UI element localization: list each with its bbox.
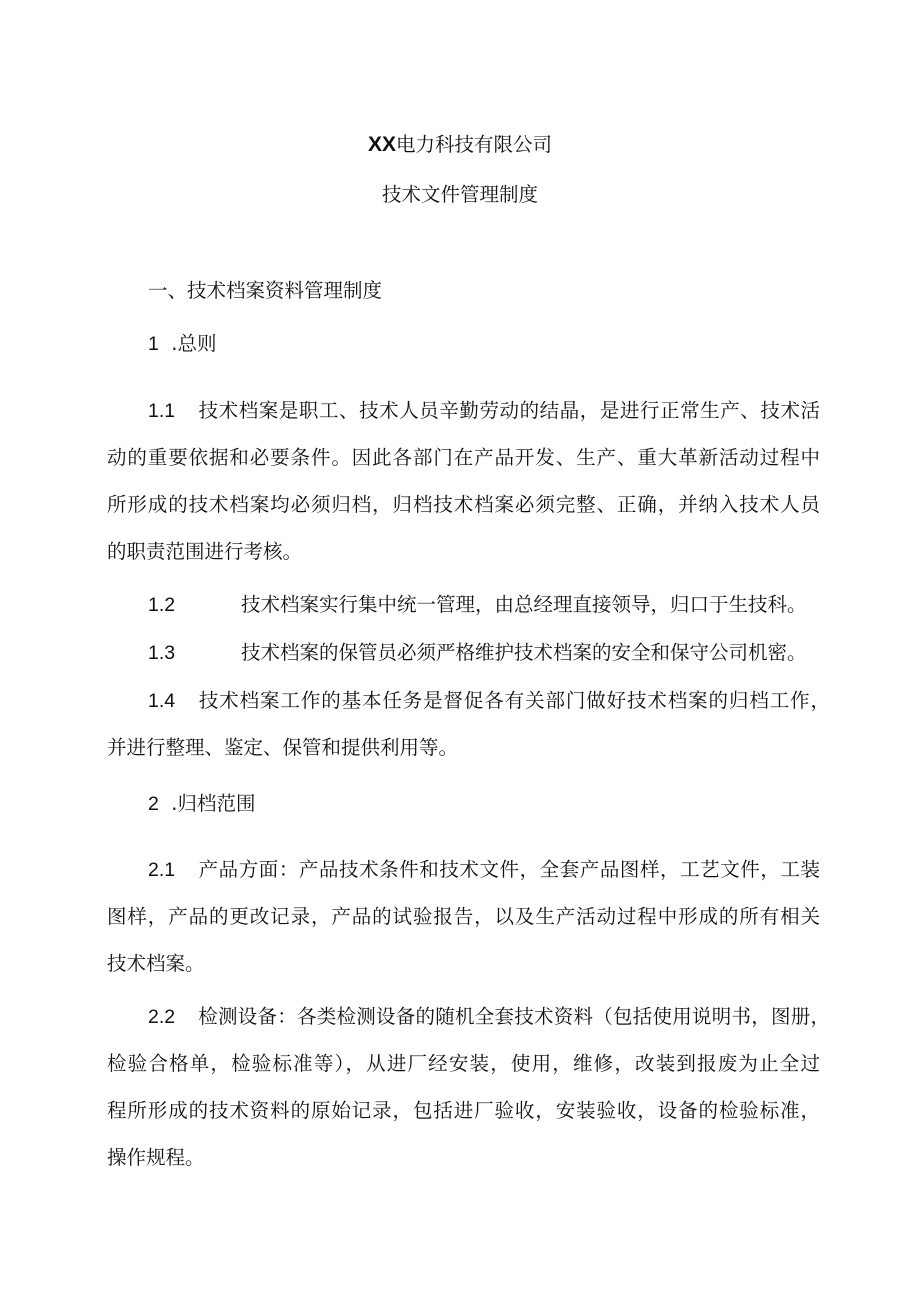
paragraph-1-1-line-2: 动的重要依据和必要条件。因此各部门在产品开发、生产、重大革新活动过程中 <box>107 446 820 469</box>
paragraph-1-1-line-1 <box>148 398 820 424</box>
paragraph-2-2-line-4: 操作规程。 <box>107 1146 205 1169</box>
subsection-number: 1 <box>148 333 159 355</box>
paragraph-2-1-line-3: 技术档案。 <box>107 952 205 975</box>
paragraph-1-1-line-3: 所形成的技术档案均必须归档，归档技术档案必须完整、正确，并纳入技术人员 <box>107 493 820 516</box>
paragraph-1-4-line-2: 并进行整理、鉴定、保管和提供利用等。 <box>107 736 459 759</box>
paragraph-2-2-line-3: 程所形成的技术资料的原始记录，包括进厂验收，安装验收，设备的检验标准， <box>107 1099 820 1122</box>
subsection-title: .总则 <box>171 332 217 355</box>
paragraph-number: 2.1 <box>148 859 176 881</box>
paragraph-1-1-line-4: 的职责范围进行考核。 <box>107 540 303 563</box>
paragraph-number: 1.4 <box>148 690 176 712</box>
subsection-number: 2 <box>148 793 159 815</box>
paragraph-text: 技术档案的保管员必须严格维护技术档案的安全和保守公司机密。 <box>241 641 807 664</box>
paragraph-1-2 <box>148 592 807 618</box>
paragraph-2-2-line-1 <box>148 1004 830 1030</box>
paragraph-2-2-line-2: 检验合格单，检验标准等），从进厂经安装，使用，维修，改装到报废为止全过 <box>107 1052 820 1075</box>
company-name: 电力科技有限公司 <box>396 133 553 156</box>
paragraph-text: 技术档案工作的基本任务是督促各有关部门做好技术档案的归档工作， <box>198 689 830 712</box>
subsection-title: .归档范围 <box>171 792 256 815</box>
section-heading-1: 一、技术档案资料管理制度 <box>148 279 383 302</box>
paragraph-1-4-line-1 <box>148 688 830 714</box>
paragraph-text: 产品方面：产品技术条件和技术文件，全套产品图样，工艺文件，工装 <box>198 858 820 881</box>
paragraph-text: 技术档案是职工、技术人员辛勤劳动的结晶，是进行正常生产、技术活 <box>198 399 820 422</box>
paragraph-1-3 <box>148 640 807 666</box>
paragraph-2-1-line-1 <box>148 857 820 883</box>
document-title: 技术文件管理制度 <box>381 183 538 206</box>
paragraph-number: 1.1 <box>148 400 176 422</box>
paragraph-text: 技术档案实行集中统一管理，由总经理直接领导，归口于生技科。 <box>241 593 807 616</box>
subsection-heading-2 <box>148 791 255 817</box>
paragraph-number: 1.2 <box>148 594 176 616</box>
paragraph-2-1-line-2: 图样，产品的更改记录，产品的试验报告，以及生产活动过程中形成的所有相关 <box>107 905 820 928</box>
paragraph-number: 2.2 <box>148 1006 176 1028</box>
paragraph-text: 检测设备：各类检测设备的随机全套技术资料（包括使用说明书，图册， <box>198 1005 830 1028</box>
company-title <box>0 132 920 158</box>
subsection-heading-1 <box>148 331 216 357</box>
company-prefix: XX <box>367 133 396 156</box>
paragraph-number: 1.3 <box>148 642 176 664</box>
